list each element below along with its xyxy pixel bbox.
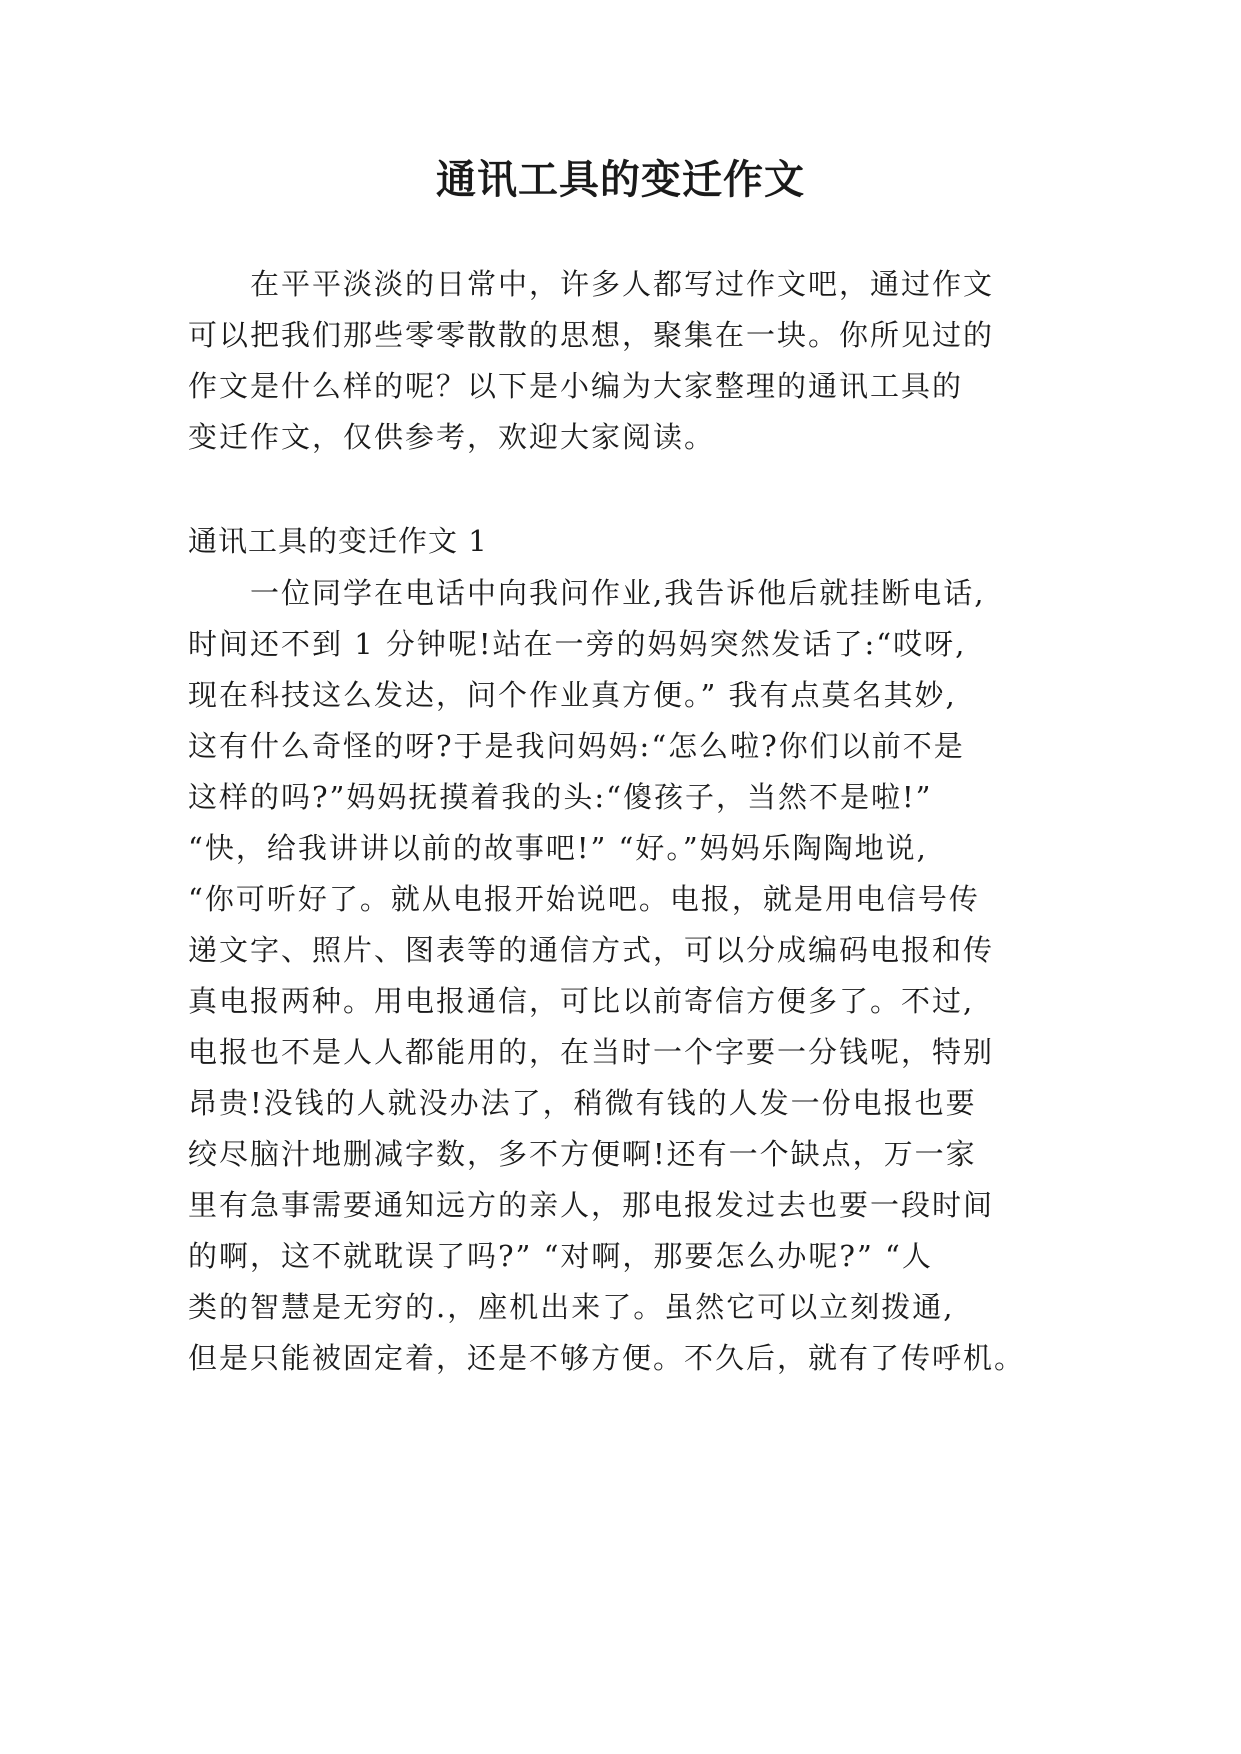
body-line: 这样的吗?”妈妈抚摸着我的头:“傻孩子，当然不是啦!”	[188, 780, 933, 814]
body-line: 电报也不是人人都能用的，在当时一个字要一分钱呢，特别	[188, 1035, 995, 1069]
body-line: 里有急事需要通知远方的亲人，那电报发过去也要一段时间	[188, 1188, 995, 1222]
body-line: “你可听好了。就从电报开始说吧。电报，就是用电信号传	[188, 882, 980, 916]
intro-line: 可以把我们那些零零散散的思想，聚集在一块。你所见过的	[188, 318, 995, 352]
body-line: 但是只能被固定着，还是不够方便。不久后，就有了传呼机。	[188, 1341, 1026, 1375]
intro-line: 变迁作文，仅供参考，欢迎大家阅读。	[188, 420, 716, 454]
document-title: 通讯工具的变迁作文	[436, 157, 805, 203]
body-line: 递文字、照片、图表等的通信方式，可以分成编码电报和传	[188, 933, 995, 967]
intro-line: 作文是什么样的呢？以下是小编为大家整理的通讯工具的	[188, 369, 964, 403]
body-line: 的啊，这不就耽误了吗?” “对啊，那要怎么办呢?” “人	[188, 1239, 933, 1273]
body-line: 这有什么奇怪的呀?于是我问妈妈:“怎么啦?你们以前不是	[188, 729, 965, 763]
body-line: 类的智慧是无穷的.，座机出来了。虽然它可以立刻拨通,	[188, 1290, 955, 1324]
intro-line: 在平平淡淡的日常中，许多人都写过作文吧，通过作文	[188, 267, 995, 301]
body-line: 昂贵!没钱的人就没办法了，稍微有钱的人发一份电报也要	[188, 1086, 977, 1120]
body-line: 时间还不到 1 分钟呢!站在一旁的妈妈突然发话了:“哎呀,	[188, 627, 967, 661]
body-line: 现在科技这么发达，问个作业真方便。” 我有点莫名其妙,	[188, 678, 957, 712]
body-line: 真电报两种。用电报通信，可比以前寄信方便多了。不过,	[188, 984, 975, 1018]
body-line: 绞尽脑汁地删减字数，多不方便啊!还有一个缺点，万一家	[188, 1137, 977, 1171]
body-line: 一位同学在电话中向我问作业,我告诉他后就挂断电话,	[188, 576, 986, 610]
section-heading: 通讯工具的变迁作文 1	[188, 524, 488, 558]
body-line: “快，给我讲讲以前的故事吧!” “好。”妈妈乐陶陶地说,	[188, 831, 928, 865]
